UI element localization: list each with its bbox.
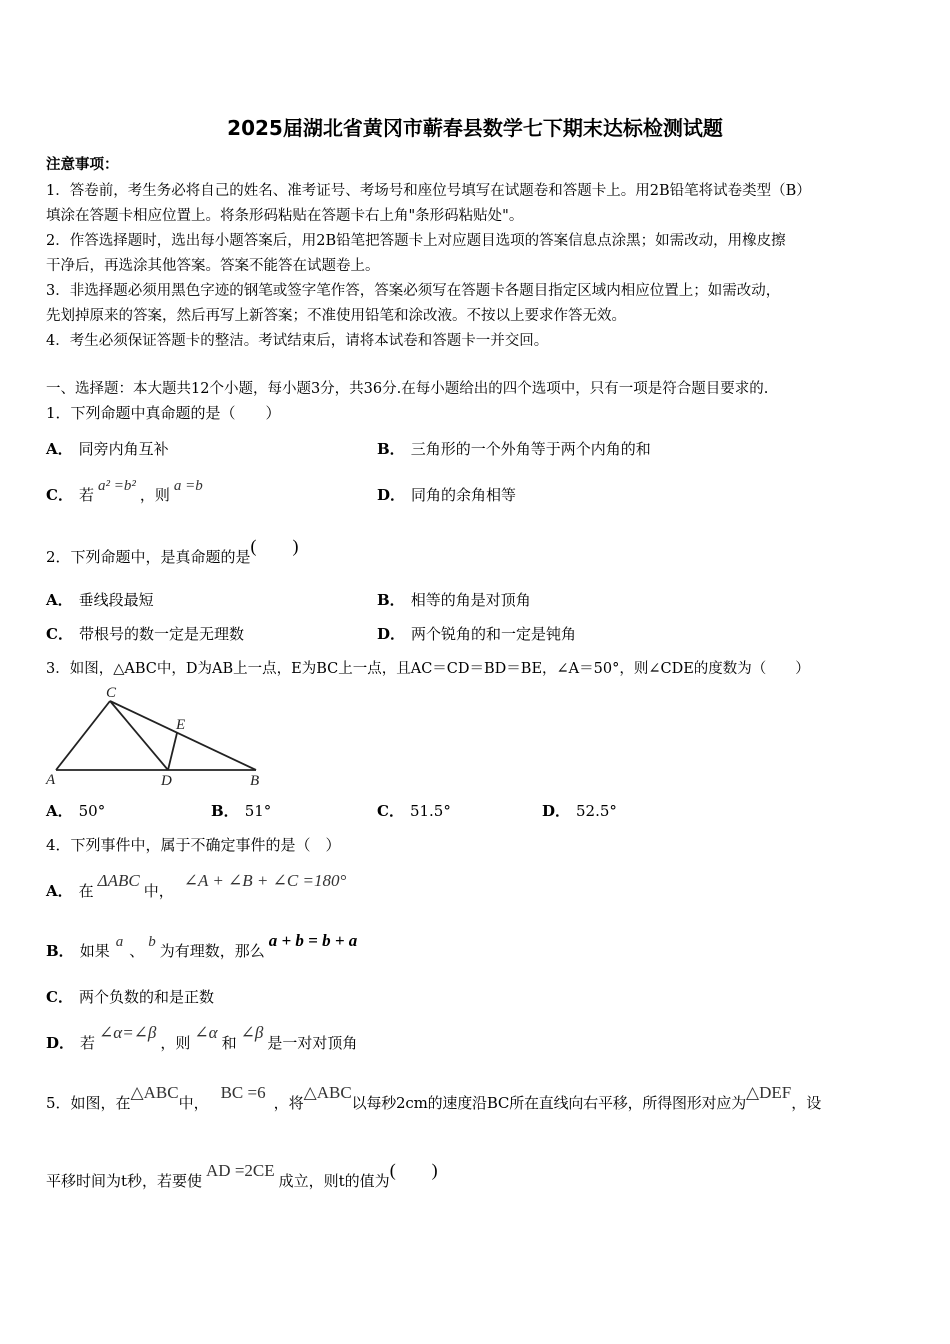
option-text: 两个锐角的和一定是钝角 (411, 625, 577, 643)
option-text: 三角形的一个外角等于两个内角的和 (410, 440, 651, 458)
math-expression: a (115, 934, 124, 950)
segment-cd (110, 701, 168, 770)
option-letter: C． (46, 988, 73, 1006)
label-d: D (161, 773, 172, 789)
math-expression: ∠A + ∠B + ∠C =180° (183, 871, 347, 890)
triangle-figure (44, 683, 274, 795)
math-expression: AD =2CE (206, 1161, 275, 1180)
option-text: ，则 (139, 486, 170, 504)
option-letter: D． (46, 1034, 75, 1052)
notice-line: 3．非选择题必须用黑色字迹的钢笔或签字笔作答，答案必须写在答题卡各题目指定区域内相应位置上；如需改动， (46, 283, 781, 299)
question-3-stem: 3．如图，△ABC中，D为AB上一点，E为BC上一点，且AC＝CD＝BD＝BE，∠A＝50°，则∠CDE的度数为（ ） (46, 661, 810, 677)
option-text: 垂线段最短 (78, 591, 154, 609)
option-text: 51.5° (409, 802, 451, 820)
option-letter: C． (46, 486, 73, 504)
label-c: C (106, 685, 117, 701)
notice-line: 1．答卷前，考生务必将自己的姓名、准考证号、考场号和座位号填写在试题卷和答题卡上。用2B铅笔将试卷类型（B） (46, 183, 811, 199)
option-letter: D． (542, 802, 571, 820)
q3-option-d[interactable] (542, 800, 617, 821)
segment-de (168, 733, 177, 770)
math-expression: b (148, 934, 156, 950)
notice-line: 先划掉原来的答案，然后再写上新答案；不准使用铅笔和涂改液。不按以上要求作答无效。 (46, 308, 626, 324)
option-text: 50° (78, 802, 106, 820)
option-letter: A． (46, 882, 73, 900)
notice-line: 填涂在答题卡相应位置上。将条形码粘贴在答题卡右上角"条形码粘贴处"。 (46, 208, 524, 224)
answer-paren: ( ) (250, 536, 299, 556)
option-text: 带根号的数一定是无理数 (78, 625, 244, 643)
option-letter: A． (46, 802, 73, 820)
math-expression: a² =b² (97, 478, 136, 494)
option-text: 相等的角是对顶角 (410, 591, 531, 609)
q4-option-b[interactable] (46, 931, 358, 961)
q1-option-d[interactable] (377, 484, 516, 505)
label-a: A (46, 772, 56, 788)
question-4-stem: 4．下列事件中，属于不确定事件的是（ ） (46, 836, 341, 854)
segment-ac (56, 701, 110, 770)
stem-text: ，设 (791, 1094, 822, 1112)
math-expression: a + b = b + a (268, 931, 358, 950)
option-text: 如果 (79, 942, 110, 960)
option-letter: B． (377, 591, 405, 609)
stem-text: 2．下列命题中，是真命题的是 (46, 548, 251, 566)
option-letter: A． (46, 440, 73, 458)
section-heading: 一、选择题：本大题共12个小题，每小题3分，共36分.在每小题给出的四个选项中，只有一项是符合题目要求的. (46, 381, 769, 397)
option-text: 同角的余角相等 (411, 486, 517, 504)
q1-option-c[interactable] (46, 478, 203, 505)
answer-paren: ( ) (389, 1160, 438, 1180)
math-expression: ∠α=∠β (99, 1023, 157, 1042)
question-5-stem (46, 1083, 822, 1113)
option-letter: A． (46, 591, 73, 609)
notice-line: 干净后，再选涂其他答案。答案不能答在试题卷上。 (46, 258, 380, 274)
option-text: 、 (129, 942, 145, 960)
option-letter: D． (377, 625, 406, 643)
math-expression: △DEF (746, 1083, 792, 1102)
stem-text: 中， (178, 1094, 209, 1112)
q2-option-c[interactable] (46, 623, 244, 644)
stem-text: 成立，则t的值为 (278, 1172, 390, 1190)
math-expression: ΔABC (97, 871, 140, 890)
option-text: ，则 (160, 1034, 191, 1052)
math-expression: ∠β (240, 1023, 264, 1042)
q1-option-a[interactable] (46, 438, 169, 459)
math-expression: △ABC (303, 1083, 352, 1102)
triangle-diagram (44, 683, 274, 791)
option-letter: B． (211, 802, 239, 820)
option-text: 若 (80, 1034, 96, 1052)
option-text: 若 (78, 486, 94, 504)
q2-option-a[interactable] (46, 589, 154, 610)
q3-option-b[interactable] (211, 800, 271, 821)
option-letter: C． (377, 802, 404, 820)
segment-cb (110, 701, 256, 770)
option-text: 和 (221, 1034, 237, 1052)
option-text: 为有理数，那么 (159, 942, 265, 960)
q3-option-a[interactable] (46, 800, 105, 821)
q4-option-d[interactable] (46, 1023, 358, 1053)
stem-text: ，将 (273, 1094, 304, 1112)
option-letter: D． (377, 486, 406, 504)
q4-option-c[interactable] (46, 986, 214, 1007)
q4-option-a[interactable] (46, 871, 347, 901)
option-text: 51° (244, 802, 272, 820)
math-expression: BC =6 (220, 1083, 266, 1102)
q2-option-d[interactable] (377, 623, 576, 644)
option-text: 是一对对顶角 (267, 1034, 358, 1052)
q3-option-c[interactable] (377, 800, 451, 821)
math-expression: △ABC (130, 1083, 179, 1102)
option-text: 同旁内角互补 (78, 440, 169, 458)
notice-line: 2．作答选择题时，选出每小题答案后，用2B铅笔把答题卡上对应题目选项的答案信息点涂黑；如需改动，用橡皮擦 (46, 233, 786, 249)
option-text: 52.5° (576, 802, 617, 820)
option-text: 在 (78, 882, 94, 900)
math-expression: a =b (173, 478, 203, 494)
option-letter: C． (46, 625, 73, 643)
label-b: B (250, 773, 260, 789)
stem-text: 以每秒2cm的速度沿BC所在直线向右平移，所得图形对应为 (351, 1094, 747, 1112)
notice-heading: 注意事项： (46, 156, 119, 173)
stem-text: 5．如图，在 (46, 1094, 131, 1112)
question-5-stem-line2 (46, 1160, 438, 1192)
label-e: E (176, 717, 186, 733)
option-text: 两个负数的和是正数 (78, 988, 214, 1006)
question-1-stem: 1．下列命题中真命题的是（ ） (46, 404, 281, 422)
option-letter: B． (46, 942, 74, 960)
option-text: 中， (143, 882, 174, 900)
notice-line: 4．考生必须保证答题卡的整洁。考试结束后，请将本试卷和答题卡一并交回。 (46, 333, 549, 349)
q1-option-b[interactable] (377, 438, 651, 459)
question-2-stem (46, 536, 299, 568)
stem-text: 平移时间为t秒，若要使 (46, 1172, 203, 1190)
math-expression: ∠α (194, 1023, 218, 1042)
option-letter: B． (377, 440, 405, 458)
page-title: 2025届湖北省黄冈市蕲春县数学七下期末达标检测试题 (227, 116, 723, 140)
q2-option-b[interactable] (377, 589, 531, 610)
